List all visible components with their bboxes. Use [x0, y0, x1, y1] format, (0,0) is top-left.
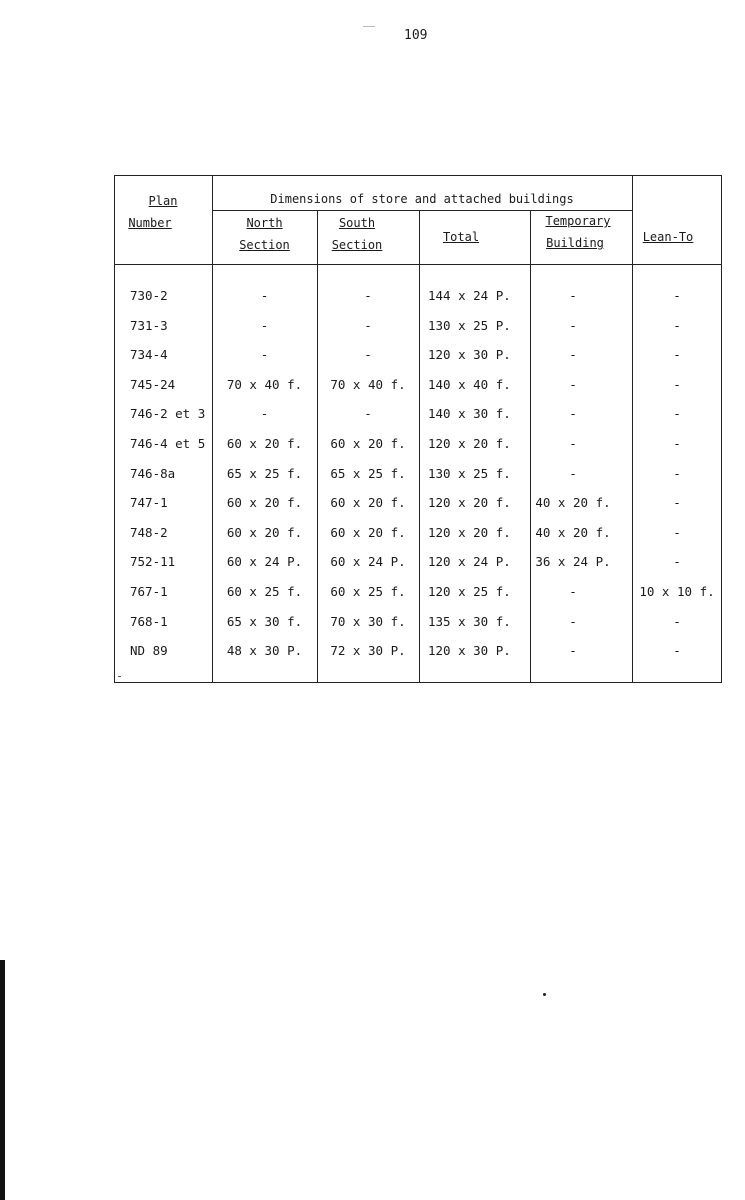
cell-north: 60 x 20 f. [226, 436, 303, 451]
cell-total: 120 x 20 f. [428, 495, 511, 511]
plan-header-line2: Number [128, 216, 172, 230]
cell-total: 120 x 20 f. [428, 436, 511, 451]
column-divider [419, 210, 420, 683]
cell-total: 140 x 30 f. [428, 406, 511, 422]
cell-plan: 746-4 et 5 [130, 436, 206, 451]
cell-total: 120 x 30 P. [428, 643, 511, 659]
cell-south: 60 x 20 f. [330, 524, 406, 540]
scan-edge [0, 960, 5, 1200]
plan-header: Plan [148, 194, 178, 208]
cell-plan: 752-11 [130, 554, 176, 570]
cell-lean: - [673, 465, 681, 481]
cell-temp: - [569, 347, 577, 363]
cell-north: 60 x 25 f. [226, 584, 303, 599]
cell-lean: - [673, 613, 681, 629]
cell-total: 130 x 25 f. [428, 465, 511, 481]
cell-total: 120 x 25 f. [428, 584, 511, 599]
scan-dot [543, 993, 546, 996]
temporary-header-line2: Building [546, 236, 604, 250]
cell-south: 65 x 25 f. [330, 465, 406, 481]
cell-lean: - [673, 347, 681, 363]
total-header: Total [442, 230, 480, 244]
cell-north: - [260, 347, 269, 363]
south-header-line2: Section [331, 238, 383, 252]
cell-lean: - [673, 376, 681, 392]
lean-to-header: Lean-To [642, 230, 694, 244]
scan-mark [118, 676, 121, 677]
south-header: South [338, 216, 376, 230]
cell-temp: - [569, 406, 577, 422]
cell-plan: 747-1 [130, 495, 168, 511]
cell-temp: - [569, 613, 577, 629]
temporary-header: Temporary [545, 214, 611, 228]
cell-lean: - [673, 643, 681, 659]
header-divider [114, 264, 722, 265]
cell-south: - [364, 288, 372, 303]
scan-speck [363, 26, 375, 27]
cell-lean: - [673, 317, 681, 333]
cell-total: 130 x 25 P. [428, 317, 511, 333]
cell-south: - [364, 317, 372, 333]
page-number: 109 [404, 28, 428, 43]
cell-north: 60 x 20 f. [226, 495, 303, 511]
cell-temp: - [569, 376, 577, 392]
cell-south: - [364, 406, 372, 422]
cell-north: 70 x 40 f. [226, 376, 303, 392]
cell-plan: 768-1 [130, 613, 168, 629]
cell-south: 70 x 40 f. [330, 376, 406, 392]
cell-plan: 748-2 [130, 524, 168, 540]
cell-north: - [260, 317, 269, 333]
north-header-line2: Section [239, 238, 290, 252]
cell-temp: - [569, 288, 577, 303]
cell-plan: 731-3 [130, 317, 168, 333]
cell-plan: 730-2 [130, 288, 168, 303]
cell-south: - [364, 347, 372, 363]
north-header: North [246, 216, 283, 230]
cell-temp: 40 x 20 f. [535, 495, 611, 511]
cell-total: 135 x 30 f. [428, 613, 511, 629]
cell-temp: - [569, 643, 577, 659]
cell-total: 120 x 20 f. [428, 524, 511, 540]
cell-total: 120 x 30 P. [428, 347, 511, 363]
cell-lean: - [673, 406, 681, 422]
cell-temp: - [569, 436, 577, 451]
cell-plan: 746-2 et 3 [130, 406, 206, 422]
cell-temp: 40 x 20 f. [535, 524, 611, 540]
cell-temp: - [569, 317, 577, 333]
cell-south: 70 x 30 f. [330, 613, 406, 629]
cell-south: 60 x 20 f. [330, 495, 406, 511]
cell-temp: - [569, 465, 577, 481]
cell-lean: - [673, 495, 681, 511]
cell-north: 60 x 24 P. [226, 554, 303, 570]
cell-south: 60 x 20 f. [330, 436, 406, 451]
cell-south: 72 x 30 P. [330, 643, 406, 659]
cell-total: 140 x 40 f. [428, 376, 511, 392]
cell-north: 48 x 30 P. [226, 643, 303, 659]
cell-plan: 767-1 [130, 584, 168, 599]
cell-plan: 745-24 [130, 376, 176, 392]
cell-lean: - [673, 436, 681, 451]
group-header: Dimensions of store and attached buildings [270, 192, 574, 206]
cell-plan: 746-8a [130, 465, 176, 481]
cell-lean: - [673, 524, 681, 540]
cell-north: - [260, 288, 269, 303]
column-divider [632, 175, 633, 683]
table-frame [114, 175, 722, 683]
cell-total: 120 x 24 P. [428, 554, 511, 570]
cell-temp: - [569, 584, 577, 599]
cell-lean: 10 x 10 f. [639, 584, 715, 599]
cell-north: 65 x 25 f. [226, 465, 303, 481]
cell-north: 60 x 20 f. [226, 524, 303, 540]
cell-north: 65 x 30 f. [226, 613, 303, 629]
cell-south: 60 x 24 P. [330, 554, 406, 570]
cell-plan: 734-4 [130, 347, 168, 363]
cell-temp: 36 x 24 P. [535, 554, 611, 570]
cell-plan: ND 89 [130, 643, 168, 659]
cell-north: - [260, 406, 269, 422]
cell-total: 144 x 24 P. [428, 288, 511, 303]
cell-south: 60 x 25 f. [330, 584, 406, 599]
cell-lean: - [673, 554, 681, 570]
cell-lean: - [673, 288, 681, 303]
